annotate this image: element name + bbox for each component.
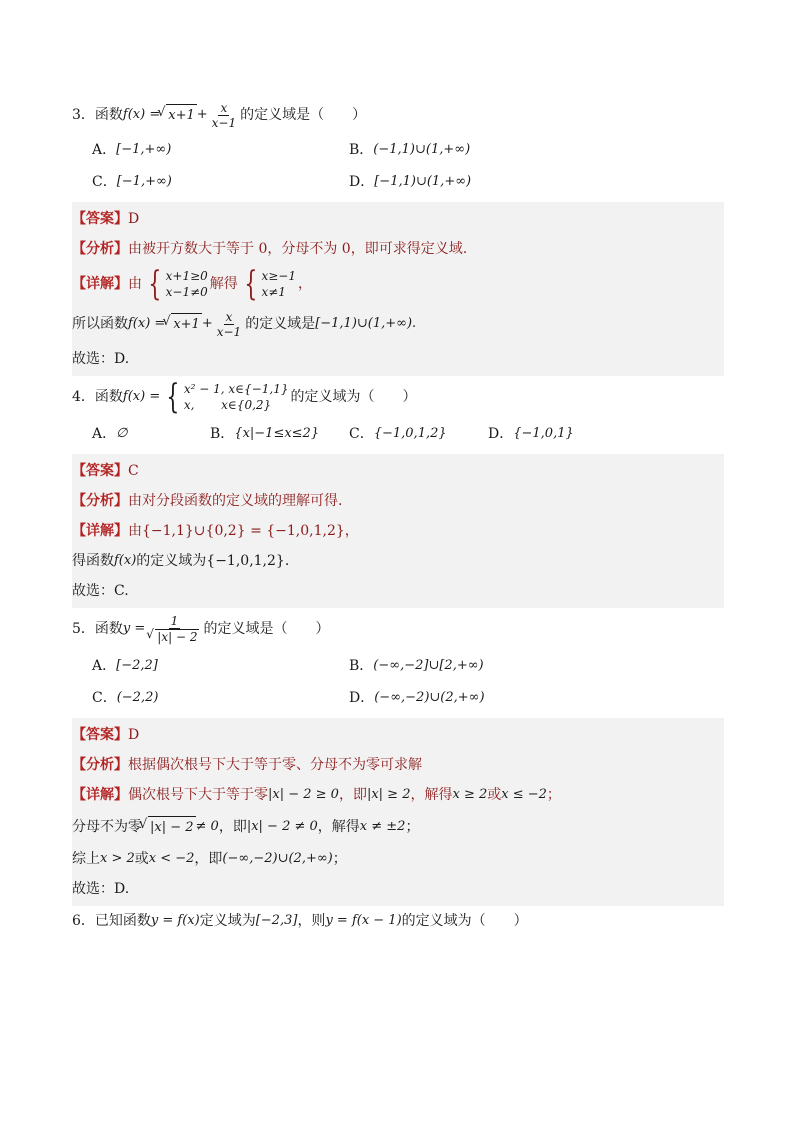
analysis-row [72,234,724,264]
detail-row [72,546,724,576]
math-expression: [−2,3] [255,913,298,928]
option-c [349,418,488,450]
math-expression: |x| − 2 ≥ 0 [268,787,339,802]
option-c [92,166,349,198]
math-expression: |x| ≥ 2 [366,787,411,802]
math-expression: y = [122,621,146,636]
sqrt-expression: √ |x| − 2 [148,816,196,839]
detail-text: ； [405,819,420,835]
system-line: x≥−1 [261,269,296,283]
detail-text: 由{−1,1}∪{0,2} = {−1,0,1,2}， [128,523,359,539]
detail-text: ； [332,851,347,867]
options [92,418,724,450]
math-expression: x ≥ 2 [452,787,488,802]
option-label: D． [488,426,514,442]
answer-value: C [128,463,139,479]
detail-text: ，解得 [317,819,360,835]
detail-text: ，即 [194,851,223,867]
answer-tag: 【答案】 [72,727,128,743]
fraction-numerator: x [220,100,228,115]
question-text: 6．已知函数 [72,913,151,929]
detail-text: 的定义域为{−1,0,1,2}. [136,553,290,569]
fraction-numerator: x [225,309,233,324]
choose-text: 故选：D. [72,351,130,367]
fraction-numerator: 1 [170,614,179,628]
question-text: 定义域为 [199,913,256,929]
option-value: ∅ [116,426,128,441]
system-line: x≠1 [261,285,286,299]
math-expression: y = f(x) [150,913,200,928]
options [92,650,724,714]
detail-text: 或 [487,787,502,803]
option-b [349,650,606,682]
math-expression: f(x) = [128,316,166,331]
solution-block [72,718,724,906]
choose-row [72,576,724,606]
analysis-tag: 【分析】 [72,493,128,509]
detail-row [72,810,724,844]
math-expression: x ≠ ±2 [359,819,406,834]
answer-row [72,720,724,750]
piece-line: x, x∈{0,2} [183,398,272,412]
fraction-denominator: x−1 [211,115,237,130]
option-b [349,134,606,166]
detail-text: 或 [134,851,149,867]
detail-row [72,304,724,344]
option-label: B． [210,426,235,442]
question-3-stem [72,96,724,134]
question-3 [72,96,724,376]
detail-text: 解得 [209,276,238,292]
detail-row [72,844,724,874]
math-expression: x > 2 [100,851,135,866]
option-value: [−1,+∞) [116,174,172,189]
answer-tag: 【答案】 [72,463,128,479]
detail-text: ； [546,787,561,803]
option-a [92,418,210,450]
option-a [92,650,349,682]
question-text: 的定义域为（ ） [401,913,528,929]
detail-text: 分母不为零 [72,819,142,835]
choose-text: 故选：C. [72,583,129,599]
brace-icon: { [244,264,258,304]
option-label: C． [92,690,117,706]
detail-text: ，即 [338,787,367,803]
option-d [349,166,606,198]
analysis-row [72,750,724,780]
detail-text: ，即 [218,819,247,835]
question-5-stem [72,608,724,650]
option-value: [−2,2] [116,658,158,673]
choose-row [72,874,724,904]
detail-tag: 【详解】 [72,787,128,803]
option-value: (−1,1)∪(1,+∞) [373,142,471,157]
detail-row [72,780,724,810]
detail-text: 偶次根号下大于等于零 [128,787,268,803]
solution-block [72,202,724,376]
option-label: D． [349,690,375,706]
math-expression: f(x) = [122,389,161,404]
brace-icon: { [148,264,162,304]
option-label: B． [349,142,374,158]
question-text: 3．函数 [72,107,123,123]
option-value: {x|−1≤x≤2} [234,426,320,441]
question-text: 的定义域是（ ） [203,621,330,637]
analysis-tag: 【分析】 [72,241,128,257]
option-label: A． [92,142,117,158]
choose-text: 故选：D. [72,881,130,897]
option-value: [−1,+∞) [116,142,172,157]
question-text: 的定义域是（ ） [240,107,367,123]
answer-row [72,456,724,486]
detail-text: 得函数 [72,553,114,569]
fraction [147,614,201,644]
system-line: x−1≠0 [165,285,208,299]
sqrt-expression: √ x+1 [166,104,197,127]
question-6-stem [72,906,724,936]
option-value: {−1,0,1,2} [373,426,447,441]
math-expression: f(x) = [122,107,161,122]
piece-line: x² − 1, x∈{−1,1} [183,382,289,396]
document-page [72,96,724,936]
option-label: A． [92,426,117,442]
question-5 [72,608,724,906]
fraction [210,101,238,130]
question-text: 4．函数 [72,389,123,405]
detail-text: ， [297,276,312,292]
solution-block [72,454,724,608]
detail-text: 所以函数 [72,316,128,332]
question-text: 5．函数 [72,621,123,637]
piecewise-function [162,377,289,417]
option-label: C． [92,174,117,190]
options [92,134,724,198]
option-c [92,682,349,714]
analysis-text: 由被开方数大于等于 0，分母不为 0，即可求得定义域. [128,241,468,257]
detail-row [72,264,724,304]
detail-tag: 【详解】 [72,523,128,539]
math-expression: + [201,316,213,331]
analysis-text: 由对分段函数的定义域的理解可得. [128,493,343,509]
detail-row [72,516,724,546]
option-value: (−∞,−2)∪(2,+∞) [374,690,485,705]
analysis-tag: 【分析】 [72,757,128,773]
fraction [215,310,243,339]
system-line: x+1≥0 [165,269,208,283]
detail-text: 的定义域是 [245,316,316,332]
fraction-denominator: x−1 [216,324,242,339]
option-label: C． [349,426,374,442]
question-text: ，则 [297,913,326,929]
math-expression: x < −2 [148,851,195,866]
question-text: 的定义域为（ ） [290,389,417,405]
math-expression: [−1,1)∪(1,+∞). [315,316,417,331]
sqrt-expression: √ x+1 [171,313,202,336]
sqrt-expression: √ |x| − 2 [155,629,199,644]
brace-icon: { [166,377,180,417]
answer-row [72,204,724,234]
math-expression: x ≤ −2 [501,787,547,802]
option-value: (−∞,−2]∪[2,+∞) [373,658,484,673]
analysis-row [72,486,724,516]
detail-text: 由 [128,276,142,292]
equation-system [144,264,208,304]
option-b [210,418,349,450]
option-value: {−1,0,1} [513,426,574,441]
option-label: D． [349,174,375,190]
detail-text: ，解得 [410,787,453,803]
analysis-text: 根据偶次根号下大于等于零、分母不为零可求解 [128,757,422,773]
question-6 [72,906,724,936]
option-d [349,682,606,714]
option-label: A． [92,658,117,674]
answer-value: D [128,211,140,227]
option-a [92,134,349,166]
answer-tag: 【答案】 [72,211,128,227]
detail-text: 综上 [72,851,100,867]
detail-tag: 【详解】 [72,276,128,292]
option-value: (−2,2) [116,690,159,705]
math-expression: + [196,107,208,122]
equation-system [240,264,296,304]
option-d [488,418,608,450]
choose-row [72,344,724,374]
math-expression: f(x) [114,553,137,568]
option-value: [−1,1)∪(1,+∞) [374,174,472,189]
answer-value: D [128,727,140,743]
math-expression: y = f(x − 1) [325,913,402,928]
question-4-stem [72,376,724,418]
math-expression: |x| − 2 ≠ 0 [246,819,318,834]
question-4 [72,376,724,608]
option-label: B． [349,658,374,674]
math-expression: (−∞,−2)∪(2,+∞) [222,851,333,866]
math-expression: ≠ 0 [195,819,219,834]
